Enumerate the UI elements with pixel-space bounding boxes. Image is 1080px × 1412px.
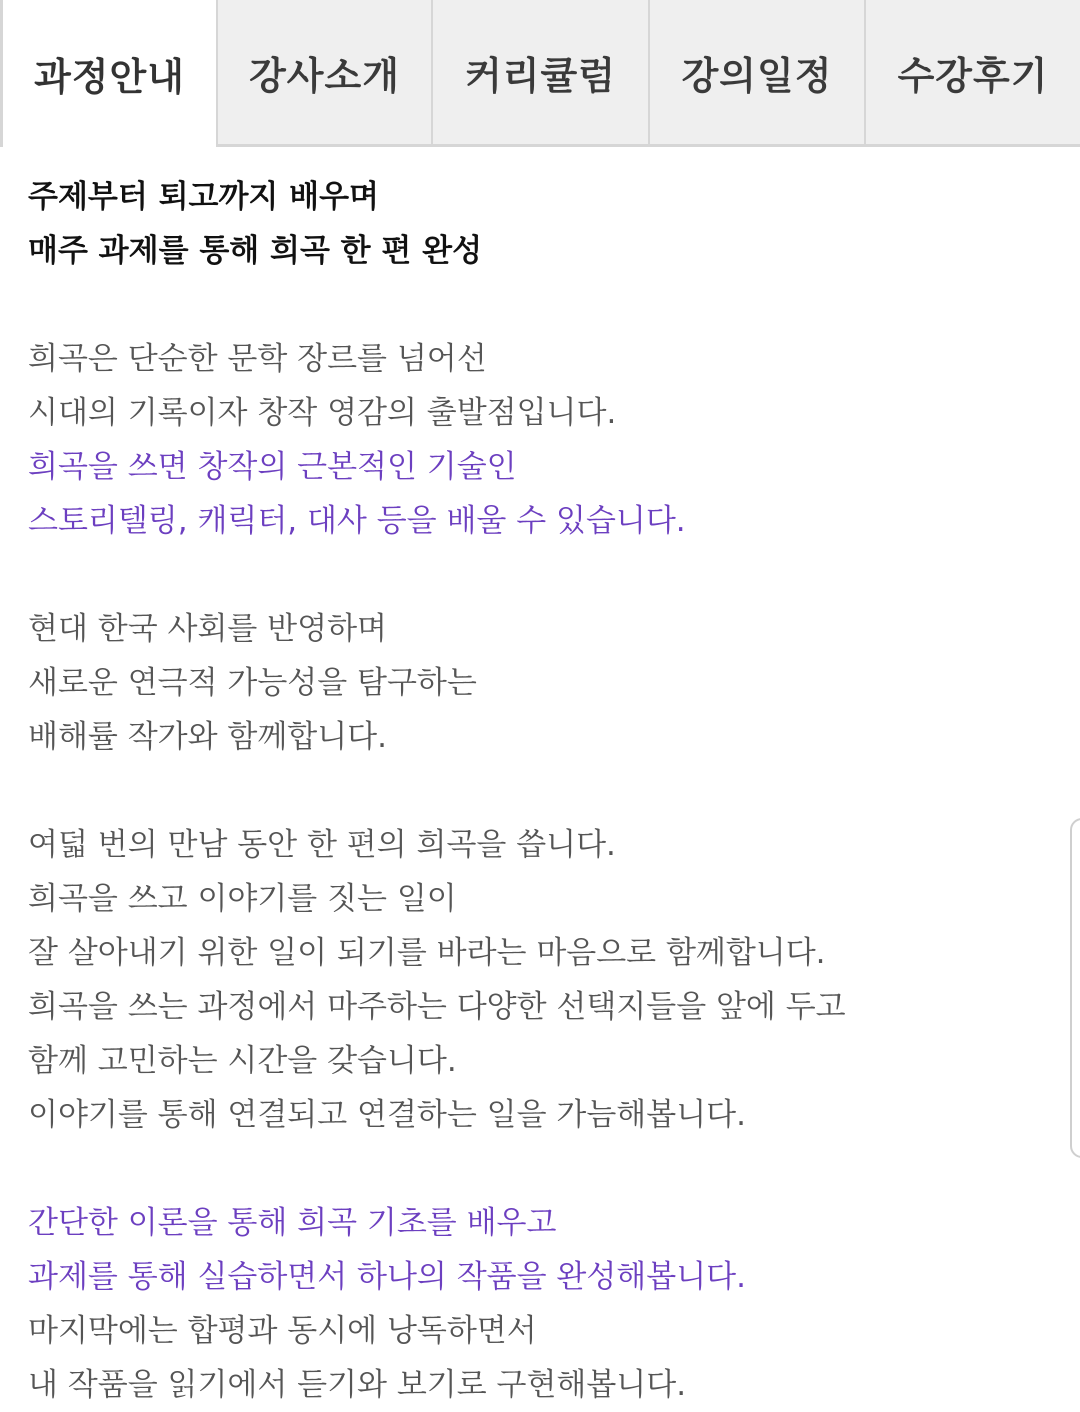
text-line: 여덟 번의 만남 동안 한 편의 희곡을 씁니다. xyxy=(28,827,616,863)
headline-line: 주제부터 퇴고까지 배우며 xyxy=(28,179,379,215)
course-description xyxy=(28,170,1028,1412)
text-line-highlight: 스토리텔링, 캐릭터, 대사 등을 배울 수 있습니다. xyxy=(28,503,686,539)
text-line: 현대 한국 사회를 반영하며 xyxy=(28,611,387,647)
tab-reviews[interactable]: 수강후기 xyxy=(866,0,1080,147)
text-line: 이야기를 통해 연결되고 연결하는 일을 가늠해봅니다. xyxy=(28,1097,746,1133)
scrollbar-handle[interactable] xyxy=(1070,818,1080,1158)
text-line: 마지막에는 합평과 동시에 낭독하면서 xyxy=(28,1313,537,1349)
headline-line: 매주 과제를 통해 희곡 한 편 완성 xyxy=(28,233,483,269)
text-line: 희곡을 쓰는 과정에서 마주하는 다양한 선택지들을 앞에 두고 xyxy=(28,989,846,1025)
tab-curriculum[interactable]: 커리큘럼 xyxy=(433,0,650,147)
tab-instructor[interactable]: 강사소개 xyxy=(218,0,433,147)
text-line-highlight: 간단한 이론을 통해 희곡 기초를 배우고 xyxy=(28,1205,557,1241)
text-line: 시대의 기록이자 창작 영감의 출발점입니다. xyxy=(28,395,617,431)
tab-course-info[interactable]: 과정안내 xyxy=(0,0,218,147)
paragraph-method xyxy=(28,1196,1028,1412)
tab-schedule[interactable]: 강의일정 xyxy=(650,0,866,147)
tab-bar xyxy=(0,0,1080,147)
text-line: 희곡을 쓰고 이야기를 짓는 일이 xyxy=(28,881,457,917)
text-line-highlight: 희곡을 쓰면 창작의 근본적인 기술인 xyxy=(28,449,517,485)
text-line: 배해률 작가와 함께합니다. xyxy=(28,719,387,755)
text-line: 희곡은 단순한 문학 장르를 넘어선 xyxy=(28,341,487,377)
text-line: 새로운 연극적 가능성을 탐구하는 xyxy=(28,665,477,701)
paragraph-sessions xyxy=(28,818,1028,1142)
text-line: 함께 고민하는 시간을 갖습니다. xyxy=(28,1043,457,1079)
text-line: 잘 살아내기 위한 일이 되기를 바라는 마음으로 함께합니다. xyxy=(28,935,826,971)
paragraph-author xyxy=(28,602,1028,764)
text-line: 내 작품을 읽기에서 듣기와 보기로 구현해봅니다. xyxy=(28,1367,687,1403)
paragraph-intro xyxy=(28,332,1028,548)
text-line-highlight: 과제를 통해 실습하면서 하나의 작품을 완성해봅니다. xyxy=(28,1259,746,1295)
